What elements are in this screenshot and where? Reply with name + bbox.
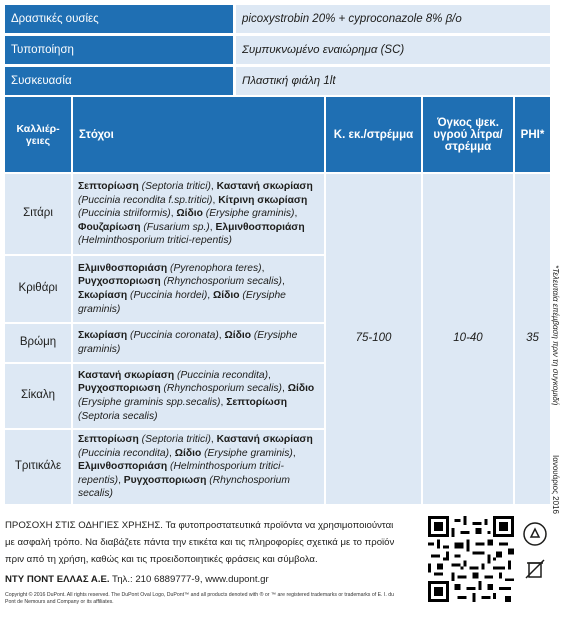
separator: , <box>218 330 225 342</box>
table-row <box>5 173 550 255</box>
info-label: Τυποποίηση <box>5 36 233 64</box>
separator: , <box>118 474 124 486</box>
disease-name: Ωίδιο <box>224 330 251 342</box>
issue-date: Ιανουάριος 2016 <box>551 455 560 514</box>
separator: , <box>210 181 217 193</box>
info-value: Συμπυκνωμένο εναιώρημα (SC) <box>236 36 550 64</box>
separator: , <box>220 397 227 408</box>
disease-name: Ωίδιο <box>176 208 203 220</box>
separator: , <box>292 447 296 459</box>
pathogen-name: (Septoria tritici) <box>138 181 211 193</box>
disposal-icon <box>522 556 548 582</box>
pathogen-name: (Rhynchosporium secalis) <box>78 474 290 500</box>
product-info-table <box>5 5 550 98</box>
targets-cell <box>72 429 325 504</box>
info-row-formulation <box>5 36 550 64</box>
disease-name: Ρυγχοσποριωση <box>78 276 161 288</box>
usage-table <box>5 97 550 504</box>
disease-name: Ρυγχοσποριωση <box>78 383 161 395</box>
phi-value: 35 <box>514 173 550 504</box>
separator: , <box>209 221 216 233</box>
header-dose: Κ. εκ./στρέμμα <box>325 97 422 173</box>
targets-cell <box>72 363 325 429</box>
recycle-icon <box>522 521 548 547</box>
info-value: Πλαστική φιάλη 1lt <box>236 67 550 95</box>
pathogen-name: (Rhynchosporium secalis) <box>160 383 282 395</box>
crop-name: Σίκαλη <box>5 363 72 429</box>
pathogen-name: (Erysiphe graminis) <box>201 447 293 459</box>
targets-cell <box>72 255 325 323</box>
header-targets: Στόχοι <box>72 97 325 173</box>
targets-cell <box>72 323 325 363</box>
pathogen-name: (Erysiphe graminis spp.secalis) <box>78 397 221 408</box>
pathogen-name: (Puccinia recondita f.sp.tritici) <box>78 194 213 206</box>
copyright-text: Copyright © 2016 DuPont. All rights reserved. The DuPont Oval Logo, DuPont™ and all products denoted with ® or ™ are registered trademarks or trademarks of E. I. du Pont de Nemours and Company or its affiliates. <box>5 592 395 605</box>
volume-value: 10-40 <box>422 173 514 504</box>
disease-name: Σεπτορίωση <box>78 181 139 193</box>
disease-name: Ελμινθοσποριάση <box>215 221 305 233</box>
header-phi: PHI* <box>514 97 550 173</box>
qr-code-icon <box>428 516 514 602</box>
pathogen-name: (Helminthosporium tritici-repentis) <box>78 235 232 247</box>
disease-name: Καστανή σκωρίαση <box>78 369 175 381</box>
disease-name: Σκωρίαση <box>78 290 128 301</box>
separator: , <box>212 194 219 206</box>
info-row-active-ingredients <box>5 5 550 33</box>
pathogen-name: (Fusarium sp.) <box>140 221 210 233</box>
separator: , <box>281 276 285 288</box>
separator: , <box>261 262 265 274</box>
company-contact: Τηλ.: 210 6889777-9, www.dupont.gr <box>109 574 269 585</box>
phi-footnote: *Τελευταία επέμβαση πριν τη συγκομιδή <box>551 265 560 406</box>
info-label: Δραστικές ουσίες <box>5 5 233 33</box>
company-name: ΝΤΥ ΠΟΝΤ ΕΛΛΑΣ Α.Ε. <box>5 574 110 585</box>
disease-name: Καστανή σκωρίαση <box>216 434 313 445</box>
disease-name: Σκωρίαση <box>78 330 128 342</box>
pathogen-name: (Septoria secalis) <box>78 410 158 422</box>
pathogen-name: (Puccinia recondita) <box>174 369 268 381</box>
pathogen-name: (Erysiphe graminis) <box>202 208 295 220</box>
disease-name: Ρυγχοσποριωση <box>123 474 207 486</box>
separator: , <box>281 383 288 395</box>
disease-name: Φουζαρίωση <box>78 221 141 233</box>
crop-name: Βρώμη <box>5 323 72 363</box>
separator: , <box>210 434 217 445</box>
info-label: Συσκευασία <box>5 67 233 95</box>
pathogen-name: (Helminthosporium tritici-repentis) <box>78 461 284 486</box>
pathogen-name: (Puccinia striiformis) <box>78 208 171 220</box>
disease-name: Σεπτορίωση <box>226 397 288 408</box>
separator: , <box>169 447 175 459</box>
disease-name: Ελμινθοσποριάση <box>78 461 168 473</box>
footer <box>5 517 400 606</box>
disease-name: Ωίδιο <box>287 383 315 395</box>
targets-cell <box>72 173 325 255</box>
separator: , <box>170 208 177 220</box>
crop-name: Σιτάρι <box>5 173 72 255</box>
info-row-packaging <box>5 67 550 95</box>
pathogen-name: (Erysiphe graminis) <box>78 330 298 355</box>
separator: , <box>294 208 298 220</box>
pathogen-name: (Puccinia hordei) <box>127 290 208 301</box>
disease-name: Σεπτορίωση <box>78 434 139 445</box>
separator: , <box>207 290 214 301</box>
separator: , <box>268 369 271 381</box>
disease-name: Ωίδιο <box>213 290 240 301</box>
safety-warning: ΠΡΟΣΟΧΗ ΣΤΙΣ ΟΔΗΓΙΕΣ ΧΡΗΣΗΣ. Τα φυτοπροστατευτικά προϊόντα να χρησιμοποιούνται με ασφαλή τρόπο. Να διαβάζετε πάντα την ετικέτα και τις πληροφορίες σχετικά με το προϊόν πριν από τη χρήση, καθώς και τις προειδοποιητικές φράσεις και σύμβολα. <box>5 520 395 565</box>
crop-name: Τριτικάλε <box>5 429 72 504</box>
disease-name: Κίτρινη σκωρίαση <box>218 194 308 206</box>
pathogen-name: (Puccinia coronata) <box>127 330 219 342</box>
dose-value: 75-100 <box>325 173 422 504</box>
header-crops: Καλλιέρ-γειες <box>5 97 72 173</box>
disease-name: Ωίδιο <box>174 447 202 459</box>
pathogen-name: (Erysiphe graminis) <box>78 290 286 315</box>
pathogen-name: (Puccinia recondita) <box>78 447 169 459</box>
info-value: picoxystrobin 20% + cyproconazole 8% β/ο <box>236 5 550 33</box>
disease-name: Καστανή σκωρίαση <box>216 181 313 193</box>
pathogen-name: (Septoria tritici) <box>138 434 211 445</box>
pathogen-name: (Rhynchosporium secalis) <box>160 276 282 288</box>
disease-name: Ελμινθοσποριάση <box>78 262 168 274</box>
company-line <box>5 574 400 585</box>
header-volume: Όγκος ψεκ. υγρού λίτρα/στρέμμα <box>422 97 514 173</box>
crop-name: Κριθάρι <box>5 255 72 323</box>
pathogen-name: (Pyrenophora teres) <box>167 262 262 274</box>
